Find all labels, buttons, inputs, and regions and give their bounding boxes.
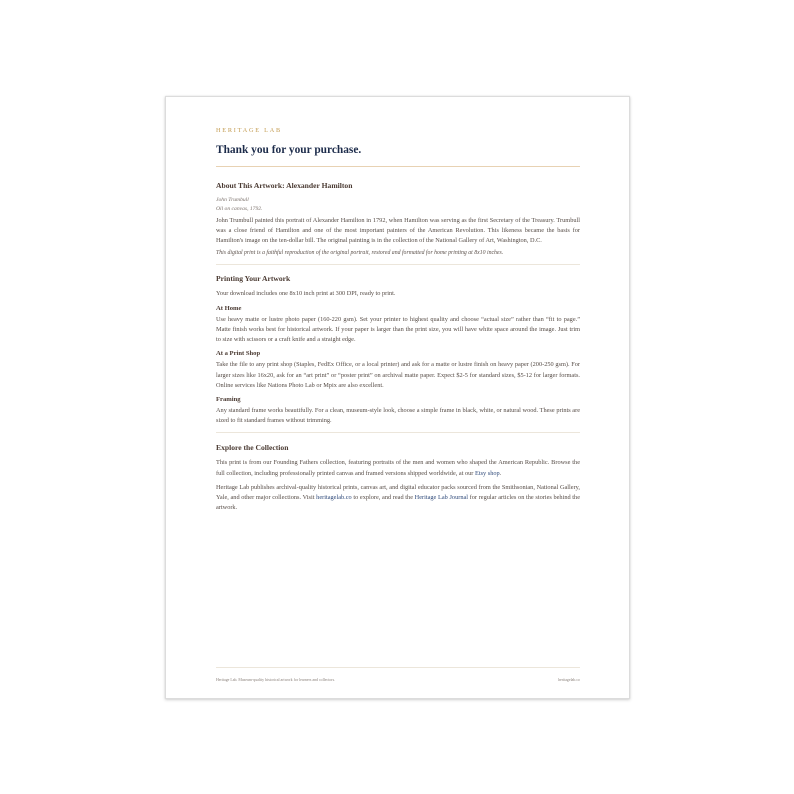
- printing-intro: Your download includes one 8x10 inch print at 300 DPI, ready to print.: [216, 289, 396, 297]
- collection-text: Heritage Lab publishes archival-quality historical prints, canvas art, and digital educator packs sourced from the Smithsonian, National Gallery, Yale, and other major collections. Visit: [216, 483, 580, 502]
- journal-link[interactable]: Heritage Lab Journal: [414, 494, 469, 502]
- print-shop-body: Take the file to any print shop (Staples, FedEx Office, or a local printer) and ask for a matte or lustre finish on heavy paper (200-250 gsm). For larger sizes like 16x20, ask for an “art print” or “poster print” on archival matte paper. Expect $2-5 for standard sizes, $5-12 for larger formats. Online services like Nations Photo Lab or Mpix are also excellent.: [216, 361, 580, 389]
- print-shop-heading: At a Print Shop: [216, 350, 261, 358]
- collection-text: for regular articles on the stories behind the artwork.: [216, 494, 580, 512]
- collection-section: [216, 443, 580, 513]
- footer-tagline: Heritage Lab. Museum-quality historical artwork for learners and collectors.: [216, 678, 336, 682]
- about-body: John Trumbull painted this portrait of Alexander Hamilton in 1792, when Hamilton was serving as the first Secretary of the Treasury. Trumbull was a close friend of Hamilton and one of the most important painters of the American Revolution. This likeness became the basis for Hamilton's image on the ten-dollar bill. The original painting is in the collection of the National Gallery of Art, Washington, D.C.: [216, 217, 580, 245]
- at-home-heading: At Home: [216, 304, 242, 312]
- brand-name: HERITAGE LAB: [216, 127, 282, 134]
- footer-divider: [216, 667, 580, 668]
- heritagelab-website-link[interactable]: heritagelab.co: [316, 494, 352, 502]
- title-divider: [216, 166, 580, 167]
- page-title: Thank you for your purchase.: [216, 144, 362, 156]
- page-footer: [216, 677, 580, 683]
- collection-text: to explore, and read the: [351, 494, 415, 502]
- framing-body: Any standard frame works beautifully. For a clean, museum-style look, choose a simple frame in black, white, or natural wood. These prints are sized to fit standard frames without trimming.: [216, 407, 580, 425]
- artwork-medium: Oil on canvas, 1792.: [216, 206, 263, 212]
- collection-text: This print is from our Founding Fathers collection, featuring portraits of the men and women who shaped the American Republic. Browse the full collection, including professionally printed canvas and framed versions shipped worldwide, at our: [216, 459, 580, 477]
- printing-heading: Printing Your Artwork: [216, 273, 291, 283]
- framing-heading: Framing: [216, 396, 241, 404]
- document-page: [165, 96, 630, 699]
- footer-website: heritagelab.co: [558, 678, 580, 682]
- section-divider: [216, 264, 580, 265]
- about-heading: About This Artwork: Alexander Hamilton: [216, 181, 353, 190]
- collection-paragraph-1: [216, 458, 580, 478]
- section-divider: [216, 432, 580, 433]
- collection-paragraph-2: [216, 483, 580, 514]
- at-home-body: Use heavy matte or lustre photo paper (160-220 gsm). Set your printer to highest quality and choose “actual size” rather than “fit to page.” Matte finish works best for historical artwork. If your paper is larger than the print size, you will have white space around the image. Just trim to size with scissors or a craft knife and a straight edge.: [216, 315, 580, 344]
- collection-text: .: [499, 469, 502, 477]
- artist-name: John Trumbull: [216, 197, 249, 203]
- collection-heading: Explore the Collection: [216, 443, 289, 453]
- printing-section: [216, 274, 580, 427]
- print-note: This digital print is a faithful reproduction of the original portrait, restored and formatted for home printing at 8x10 inches.: [216, 249, 504, 256]
- etsy-shop-link[interactable]: Etsy shop: [474, 469, 500, 477]
- page-content: [216, 127, 580, 513]
- about-section: [216, 181, 580, 258]
